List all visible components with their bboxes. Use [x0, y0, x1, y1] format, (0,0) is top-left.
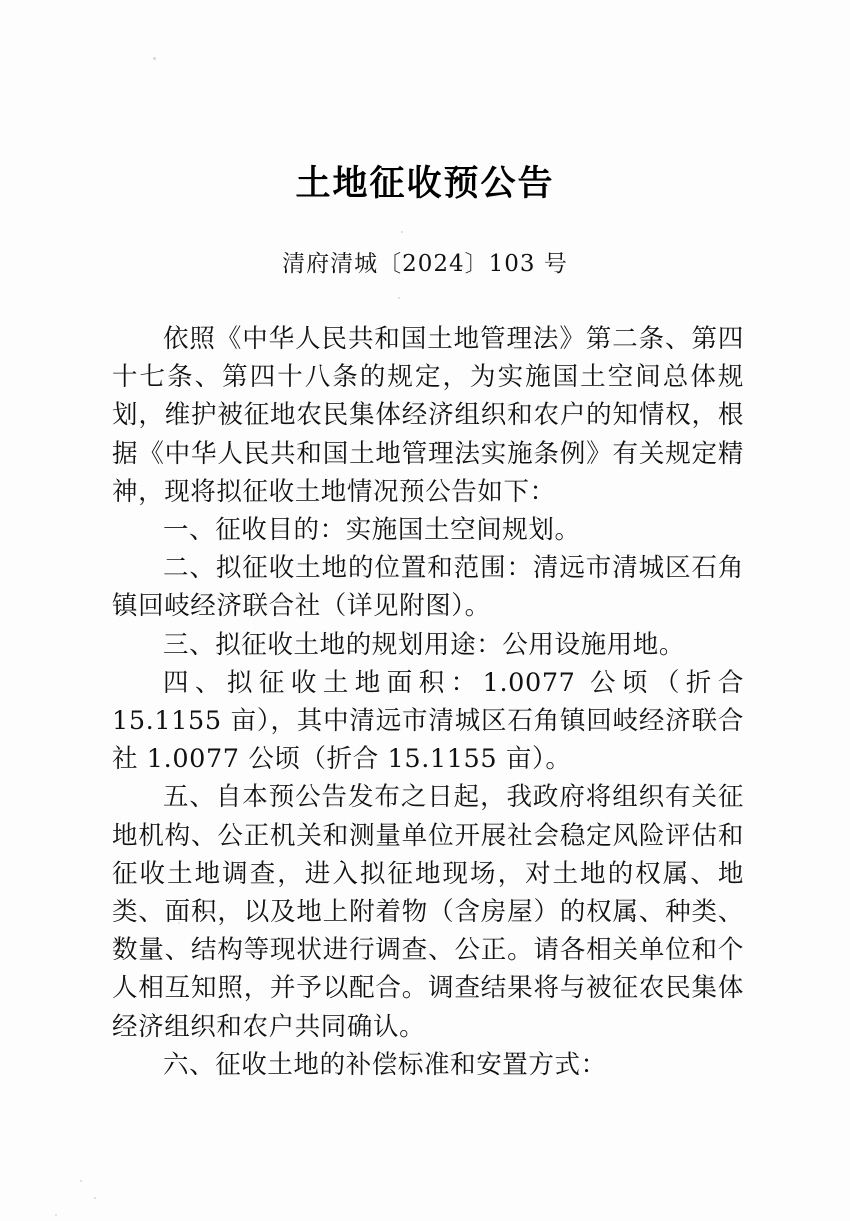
- clause-item-5: 五、自本预公告发布之日起，我政府将组织有关征地机构、公正机关和测量单位开展社会稳定风险评估和征收土地调查，进入拟征地现场，对土地的权属、地类、面积，以及地上附着物（含房屋）的权属、种类、数量、结构等现状进行调查、公正。请各相关单位和个人相互知照，并予以配合。调查结果将与被征农民集体经济组织和农户共同确认。: [112, 782, 744, 1042]
- clause-item-3: 三、拟征收土地的规划用途：公用设施用地。: [163, 629, 686, 660]
- document-body: [112, 320, 744, 1084]
- clause-item-4: 四、拟征收土地面积：1.0077 公顷（折合 15.1155 亩），其中清远市清城区石角镇回岐经济联合社 1.0077 公顷（折合 15.1155 亩）。: [112, 667, 744, 775]
- preamble-paragraph: 依照《中华人民共和国土地管理法》第二条、第四十七条、第四十八条的规定，为实施国土空间总体规划，维护被征地农民集体经济组织和农户的知情权，根据《中华人民共和国土地管理法实施条例》有关规定精神，现将拟征收土地情况预公告如下：: [112, 324, 744, 507]
- clause-item-2: 二、拟征收土地的位置和范围：清远市清城区石角镇回岐经济联合社（详见附图）。: [112, 553, 744, 622]
- scan-speck: [55, 1214, 57, 1216]
- scan-speck: [398, 297, 400, 299]
- scan-speck: [80, 1180, 82, 1182]
- clause-item-6: 六、征收土地的补偿标准和安置方式：: [163, 1049, 607, 1080]
- scan-speck: [94, 1197, 96, 1199]
- scan-speck: [401, 231, 403, 233]
- clause-item-1: 一、征收目的：实施国土空间规划。: [163, 515, 581, 546]
- scan-speck: [153, 57, 156, 60]
- document-serial-number: 清府清城〔2024〕103 号: [282, 251, 568, 277]
- page-title: 土地征收预公告: [295, 164, 555, 204]
